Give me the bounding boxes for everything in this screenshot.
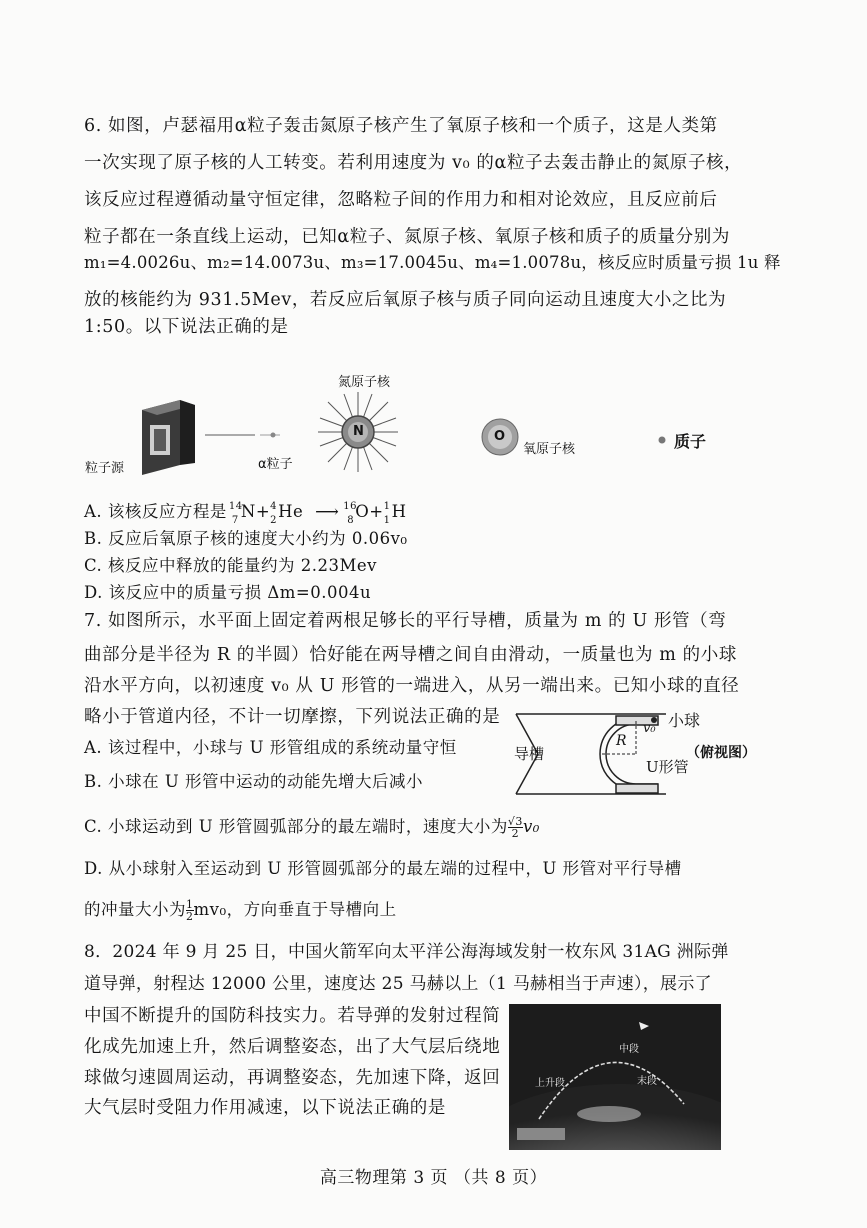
q8-line-5: 球做匀速圆周运动，再调整姿态，先加速下降，返回 <box>84 1068 501 1088</box>
q7-figure-art <box>508 706 808 801</box>
boost-phase-label: 上升段 <box>535 1078 565 1089</box>
q6-line-2: 一次实现了原子核的人工转变。若利用速度为 v₀ 的α粒子去轰击静止的氮原子核， <box>84 153 743 173</box>
q6-figure <box>80 365 740 475</box>
oxygen-nucleus-label: 氧原子核 <box>523 442 576 457</box>
missile-icon <box>639 1022 649 1030</box>
q8-line-2: 道导弹，射程达 12000 公里，速度达 25 马赫以上（1 马赫相当于声速），展示了 <box>84 974 712 994</box>
q7-option-d-line-2 <box>84 899 397 922</box>
q6-line-7: 1:50。以下说法正确的是 <box>84 317 289 337</box>
oxygen-symbol: O <box>494 429 506 444</box>
ball-label: 小球 <box>668 711 701 730</box>
caption-tag <box>517 1128 565 1140</box>
particle-source-label: 粒子源 <box>85 461 125 476</box>
q7-option-b: B. 小球在 U 形管中运动的动能先增大后减小 <box>84 772 424 791</box>
q7-line-1: 7. 如图所示，水平面上固定着两根足够长的平行导槽，质量为 m 的 U 形管（弯 <box>84 611 727 631</box>
q6-option-b: B. 反应后氧原子核的速度大小约为 0.06v₀ <box>84 529 408 548</box>
page-footer: 高三物理第 3 页 （共 8 页） <box>319 1168 548 1188</box>
nitrogen-symbol: N <box>353 424 364 439</box>
q6-option-c: C. 核反应中释放的能量约为 2.23Mev <box>84 556 377 575</box>
radius-label: R <box>616 733 627 749</box>
nuclide-he: 4 2 He <box>270 501 304 526</box>
q7-option-d-text: 的冲量大小为 <box>84 900 186 919</box>
alpha-beam-icon <box>205 433 280 438</box>
reaction-arrow-icon: ⟶ <box>315 502 340 521</box>
q7-figure <box>508 706 808 801</box>
q8-line-3: 中国不断提升的国防科技实力。若导弹的发射过程简 <box>84 1006 501 1026</box>
terminal-phase-label: 末段 <box>637 1076 657 1087</box>
alpha-particle-label: α粒子 <box>258 457 293 472</box>
proton-label: 质子 <box>674 432 707 451</box>
q6-line-5: m₁=4.0026u、m₂=14.0073u、m₃=17.0045u、m₄=1.0078u，核反应时质量亏损 1u 释 <box>84 253 781 272</box>
q6-line-4: 粒子都在一条直线上运动，已知α粒子、氮原子核、氧原子核和质子的质量分别为 <box>84 227 730 247</box>
q8-line-1: 8．2024 年 9 月 25 日，中国火箭军向太平洋公海海域发射一枚东风 31AG 洲际弹 <box>84 942 729 962</box>
q7-option-c <box>84 816 540 839</box>
groove-label: 导槽 <box>514 745 545 763</box>
sqrt3-over-2: $\frac{√3}{2}$ <box>507 815 523 840</box>
q6-option-d: D. 该反应中的质量亏损 Δm=0.004u <box>84 583 372 602</box>
q6-figure-art <box>80 365 740 475</box>
q7-line-2: 曲部分是半径为 R 的半圆）恰好能在两导槽之间自由滑动，一质量也为 m 的小球 <box>84 645 737 665</box>
nuclide-n: 14 7 N+ <box>228 501 271 526</box>
q7-option-a: A. 该过程中，小球与 U 形管组成的系统动量守恒 <box>84 738 457 757</box>
proton-icon <box>659 437 666 444</box>
q8-line-4: 化成先加速上升，然后调整姿态，出了大气层后绕地 <box>84 1037 501 1057</box>
particle-source-icon <box>142 400 195 475</box>
q6-line-3: 该反应过程遵循动量守恒定律，忽略粒子间的作用力和相对论效应，且反应前后 <box>84 190 718 210</box>
velocity-label: v₀ <box>643 721 656 736</box>
q6-line-1: 6. 如图，卢瑟福用α粒子轰击氮原子核产生了氧原子核和一个质子，这是人类第 <box>84 116 718 136</box>
nuclide-h: 1 1 H <box>383 501 407 526</box>
q7-option-c-text: C. 小球运动到 U 形管圆弧部分的最左端时，速度大小为 <box>84 817 508 836</box>
q7-option-c-unit: v₀ <box>522 817 540 836</box>
mid-course-label: 中段 <box>619 1044 639 1055</box>
q7-line-4: 略小于管道内径，不计一切摩擦，下列说法正确的是 <box>84 707 501 727</box>
q8-figure <box>509 1004 721 1150</box>
q7-option-d-line-1: D. 从小球射入至运动到 U 形管圆弧部分的最左端的过程中，U 形管对平行导槽 <box>84 859 682 878</box>
q6-option-a-text: A. 该核反应方程是 <box>84 502 227 521</box>
q6-line-6: 放的核能约为 931.5Mev，若反应后氧原子核与质子同向运动且速度大小之比为 <box>84 290 727 310</box>
one-half: $\frac{1}{2}$ <box>186 898 194 923</box>
top-view-label: （俯视图） <box>686 745 756 761</box>
u-tube-label: U形管 <box>646 758 689 776</box>
q6-option-a <box>84 501 407 526</box>
nuclide-o: 16 8 O+ <box>343 501 384 526</box>
nitrogen-nucleus-label: 氮原子核 <box>338 375 391 390</box>
q8-line-6: 大气层时受阻力作用减速，以下说法正确的是 <box>84 1098 446 1118</box>
q7-line-3: 沿水平方向，以初速度 v₀ 从 U 形管的一端进入，从另一端出来。已知小球的直径 <box>84 676 740 696</box>
q7-option-d-tail: mv₀，方向垂直于导槽向上 <box>193 900 397 919</box>
